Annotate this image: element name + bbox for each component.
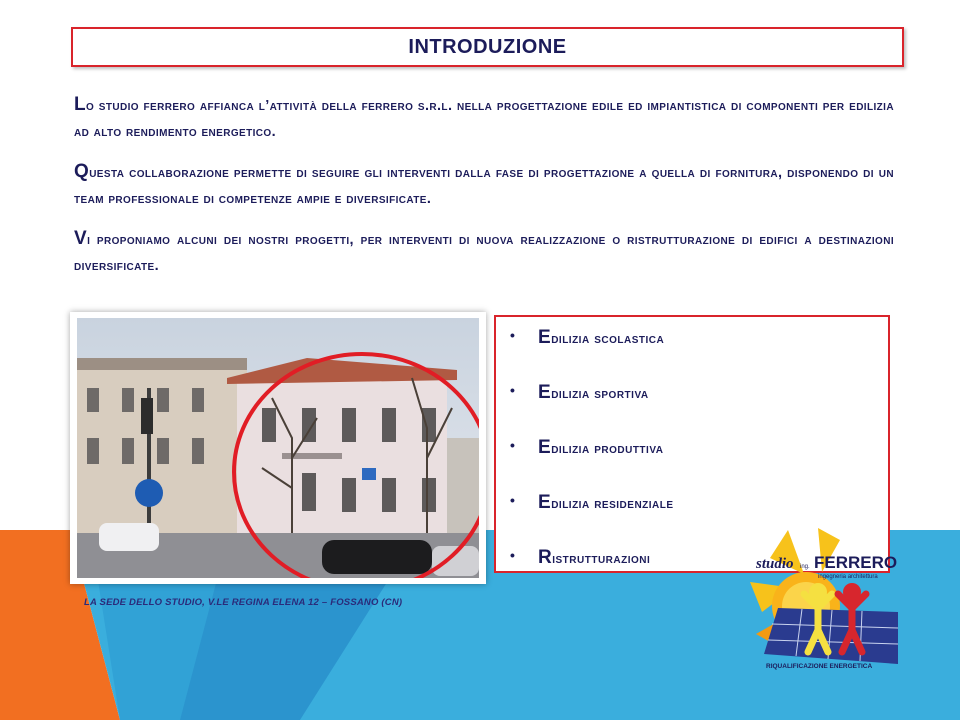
list-item-label: edilizia scolastica bbox=[538, 327, 665, 348]
intro-text bbox=[74, 92, 894, 293]
photo-caption: LA SEDE DELLO STUDIO, V.LE REGINA ELENA 12 – FOSSANO (CN) bbox=[84, 597, 403, 608]
list-item-label: edilizia produttiva bbox=[538, 437, 664, 458]
studio-photo-frame bbox=[70, 312, 486, 584]
bullet-icon: • bbox=[510, 492, 516, 508]
logo-word-ferrero: FERRERO bbox=[814, 553, 898, 572]
bullet-icon: • bbox=[510, 437, 516, 453]
intro-paragraph-2: Questa collaborazione permette di seguire gli interventi dalla fase di progettazione a quella di fornitura, disponendo di un team professionale di competenze ampie e diversificate. bbox=[74, 161, 894, 207]
intro-paragraph-1: Lo studio ferrero affianca l’attività della ferrero s.r.l. nella progettazione edile ed impiantistica di componenti per edilizia ad alto rendimento energetico. bbox=[74, 94, 894, 140]
bullet-icon: • bbox=[510, 382, 516, 398]
logo-word-ing: ing. bbox=[800, 564, 810, 570]
slide-title: INTRODUZIONE bbox=[408, 35, 567, 58]
studio-photo bbox=[77, 318, 479, 578]
intro-paragraph-3: Vi proponiamo alcuni dei nostri progetti, per interventi di nuova realizzazione o ristrutturazione di edifici a destinazioni diversificate. bbox=[74, 228, 894, 274]
list-item bbox=[510, 378, 888, 433]
logo-subtitle: ingegneria architettura bbox=[818, 574, 878, 580]
logo-word-studio: studio bbox=[756, 556, 794, 572]
studio-building-image bbox=[77, 318, 479, 578]
title-box bbox=[71, 27, 904, 67]
studio-ferrero-logo bbox=[748, 522, 904, 674]
list-item-label: edilizia sportiva bbox=[538, 382, 649, 403]
bullet-icon: • bbox=[510, 327, 516, 343]
logo-bottom-text: RIQUALIFICAZIONE ENERGETICA bbox=[766, 663, 873, 670]
list-item bbox=[510, 433, 888, 488]
bullet-icon: • bbox=[510, 547, 516, 563]
list-item-label: edilizia residenziale bbox=[538, 492, 674, 513]
list-item-label: ristrutturazioni bbox=[538, 547, 651, 568]
list-item bbox=[510, 323, 888, 378]
